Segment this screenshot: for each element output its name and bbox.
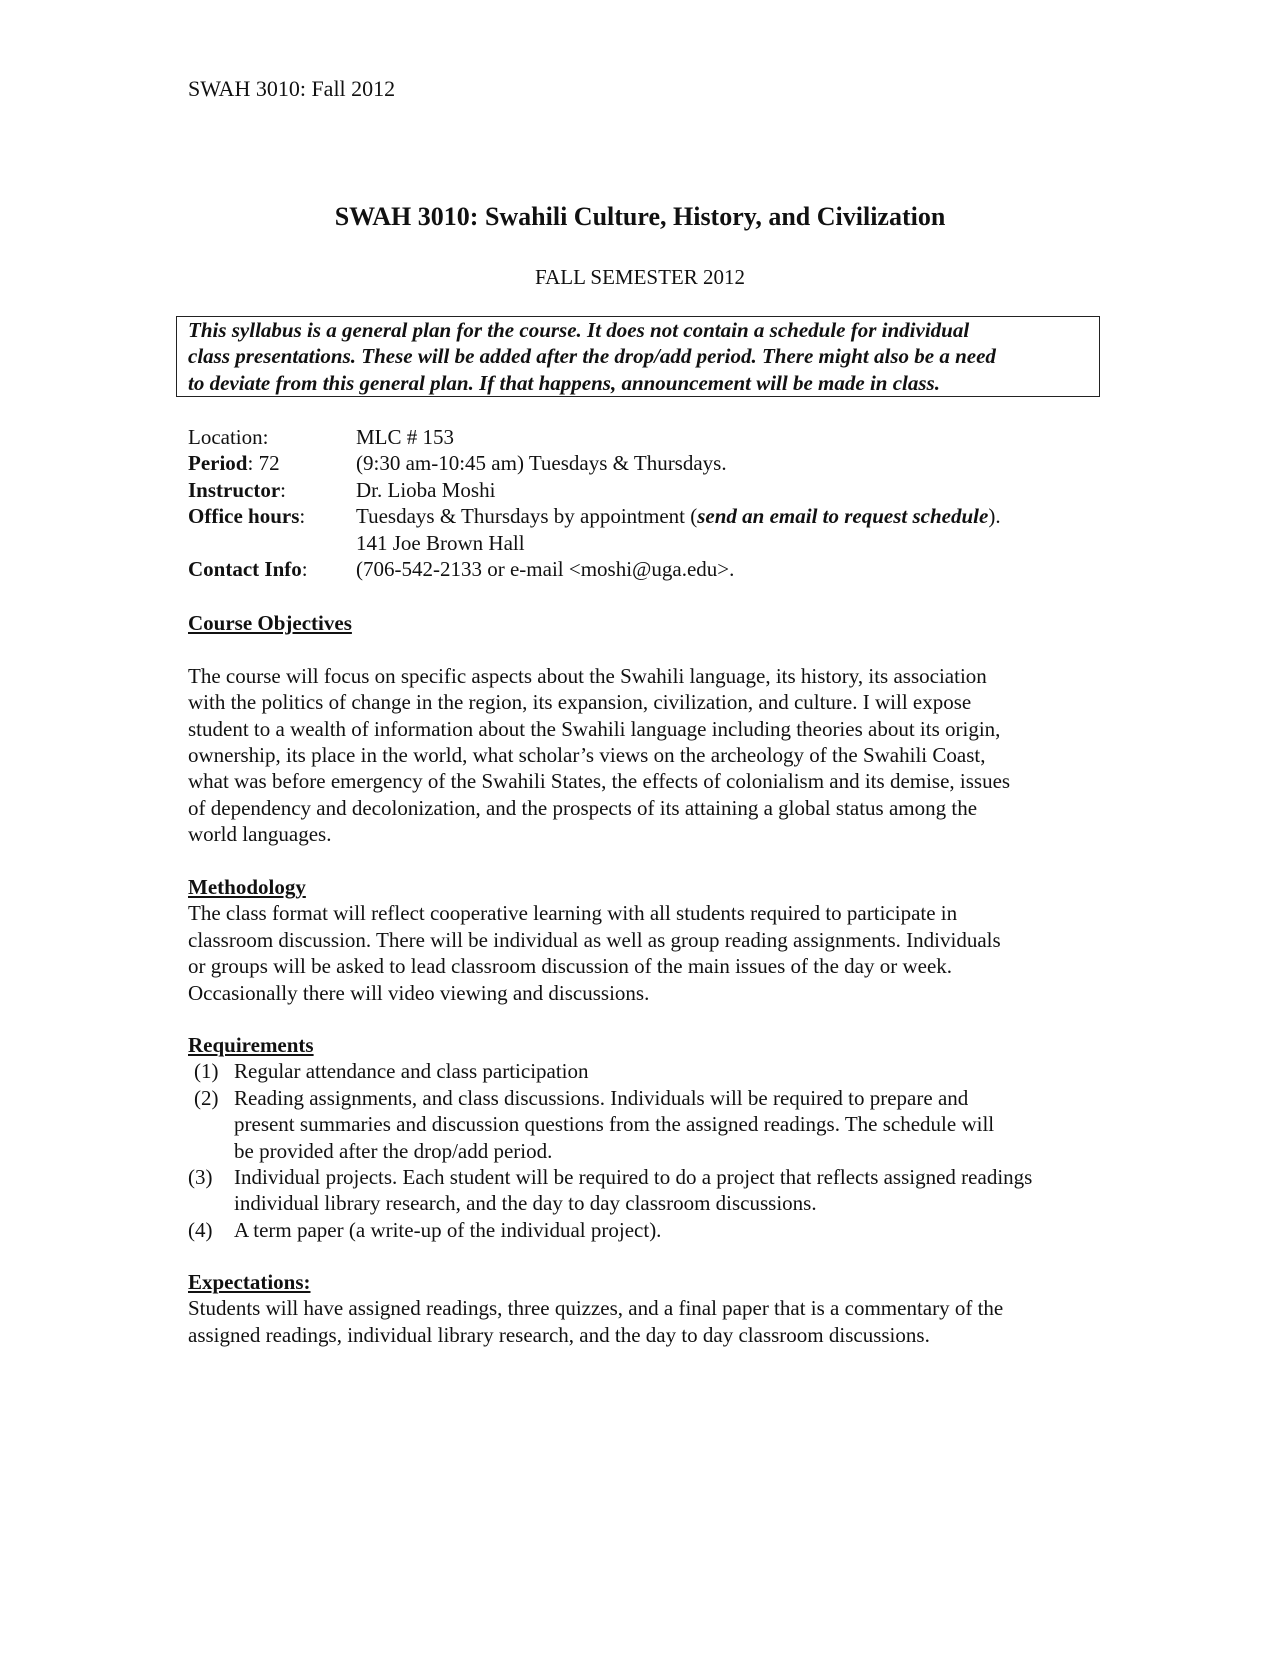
list-item-line: Reading assignments, and class discussions. Individuals will be required to prepare and — [234, 1085, 969, 1110]
empty-label — [188, 530, 356, 556]
requirements-section — [188, 1032, 1128, 1243]
paragraph-line: ownership, its place in the world, what scholar’s views on the archeology of the Swahili Coast, — [188, 743, 986, 768]
expectations-body — [188, 1295, 1108, 1348]
period-label-cell — [188, 450, 356, 476]
course-objectives-section — [188, 610, 1108, 848]
list-item-line: Individual projects. Each student will be required to do a project that reflects assigned readings — [234, 1165, 1033, 1190]
notice-line: to deviate from this general plan. If that happens, announcement will be made in class. — [188, 370, 940, 395]
list-item-line: be provided after the drop/add period. — [234, 1138, 553, 1163]
list-item-line: A term paper (a write-up of the individual project). — [234, 1217, 662, 1242]
list-item-text — [234, 1164, 1128, 1217]
location-label: Location: — [188, 425, 269, 449]
info-row-office-location — [188, 530, 1001, 556]
course-objectives-body — [188, 663, 1108, 848]
paragraph-line: with the politics of change in the region, its expansion, civilization, and culture. I will expose — [188, 690, 972, 715]
instructor-label: Instructor — [188, 477, 281, 502]
info-row-contact — [188, 556, 1001, 582]
instructor-value: Dr. Lioba Moshi — [356, 477, 496, 502]
syllabus-notice-box — [176, 316, 1100, 397]
paragraph-line: classroom discussion. There will be individual as well as group reading assignments. Individuals — [188, 927, 1001, 952]
contact-value: (706-542-2133 or e-mail <moshi@uga.edu>. — [356, 556, 735, 581]
label-colon: : — [301, 556, 308, 581]
list-item-number: (3) — [188, 1165, 213, 1190]
list-item-text — [234, 1085, 1128, 1164]
methodology-section — [188, 874, 1108, 1006]
info-row-location — [188, 424, 1001, 450]
list-item — [188, 1217, 1128, 1243]
requirements-heading: Requirements — [188, 1033, 314, 1057]
contact-label-cell — [188, 556, 356, 582]
info-row-office-hours — [188, 503, 1001, 529]
location-value: MLC # 153 — [356, 425, 455, 449]
list-item-number: (2) — [194, 1085, 219, 1110]
methodology-heading: Methodology — [188, 875, 306, 899]
period-label: Period — [188, 451, 248, 476]
office-location-value: 141 Joe Brown Hall — [356, 530, 525, 555]
office-hours-text-end: ). — [988, 504, 1001, 529]
label-colon: : — [280, 477, 286, 502]
paragraph-line: world languages. — [188, 822, 332, 847]
paragraph-line: or groups will be asked to lead classroom discussion of the main issues of the day or week. — [188, 954, 953, 979]
info-row-instructor — [188, 477, 1001, 503]
paragraph-line: The class format will reflect cooperative learning with all students required to participate in — [188, 901, 958, 926]
list-item-text — [234, 1217, 1128, 1243]
notice-line: class presentations. These will be added after the drop/add period. There might also be a need — [188, 344, 996, 369]
list-item — [188, 1164, 1128, 1217]
course-objectives-heading: Course Objectives — [188, 611, 352, 635]
info-row-period — [188, 450, 1001, 476]
office-hours-value — [356, 503, 1001, 529]
list-item-line: present summaries and discussion questions from the assigned readings. The schedule will — [234, 1112, 995, 1137]
office-hours-emphasis: send an email to request schedule — [697, 504, 989, 529]
list-item-line: individual library research, and the day to day classroom discussions. — [234, 1191, 817, 1216]
period-number: : 72 — [247, 451, 280, 476]
list-item — [188, 1085, 1128, 1164]
running-header: SWAH 3010: Fall 2012 — [188, 76, 396, 101]
page-title: SWAH 3010: Swahili Culture, History, and Civilization — [334, 202, 946, 231]
list-item-line: Regular attendance and class participation — [234, 1059, 589, 1084]
office-hours-text: Tuesdays & Thursdays by appointment ( — [356, 504, 698, 529]
contact-label: Contact Info — [188, 556, 302, 581]
course-info-table — [188, 424, 1001, 582]
label-colon: : — [299, 504, 306, 529]
paragraph-line: The course will focus on specific aspects about the Swahili language, its history, its association — [188, 663, 987, 688]
paragraph-line: of dependency and decolonization, and the prospects of its attaining a global status among the — [188, 795, 978, 820]
expectations-section — [188, 1269, 1108, 1348]
paragraph-line: Occasionally there will video viewing and discussions. — [188, 980, 650, 1005]
notice-line: This syllabus is a general plan for the course. It does not contain a schedule for individual — [188, 318, 970, 342]
list-item-text — [234, 1058, 1128, 1084]
methodology-body — [188, 900, 1108, 1006]
list-item-number: (1) — [194, 1059, 219, 1084]
requirements-list — [188, 1058, 1128, 1243]
list-item-number: (4) — [188, 1217, 213, 1242]
office-hours-label: Office hours — [188, 504, 300, 529]
office-label-cell — [188, 503, 356, 529]
list-item — [188, 1058, 1128, 1084]
period-value: (9:30 am-10:45 am) Tuesdays & Thursdays. — [356, 451, 727, 476]
paragraph-line: assigned readings, individual library research, and the day to day classroom discussions. — [188, 1322, 930, 1347]
semester-subtitle: FALL SEMESTER 2012 — [534, 265, 745, 289]
expectations-heading: Expectations: — [188, 1270, 311, 1294]
instructor-label-cell — [188, 477, 356, 503]
paragraph-line: student to a wealth of information about the Swahili language including theories about its origin, — [188, 716, 1001, 741]
paragraph-line: what was before emergency of the Swahili States, the effects of colonialism and its demise, issues — [188, 769, 1011, 794]
paragraph-line: Students will have assigned readings, three quizzes, and a final paper that is a commentary of the — [188, 1296, 1004, 1321]
